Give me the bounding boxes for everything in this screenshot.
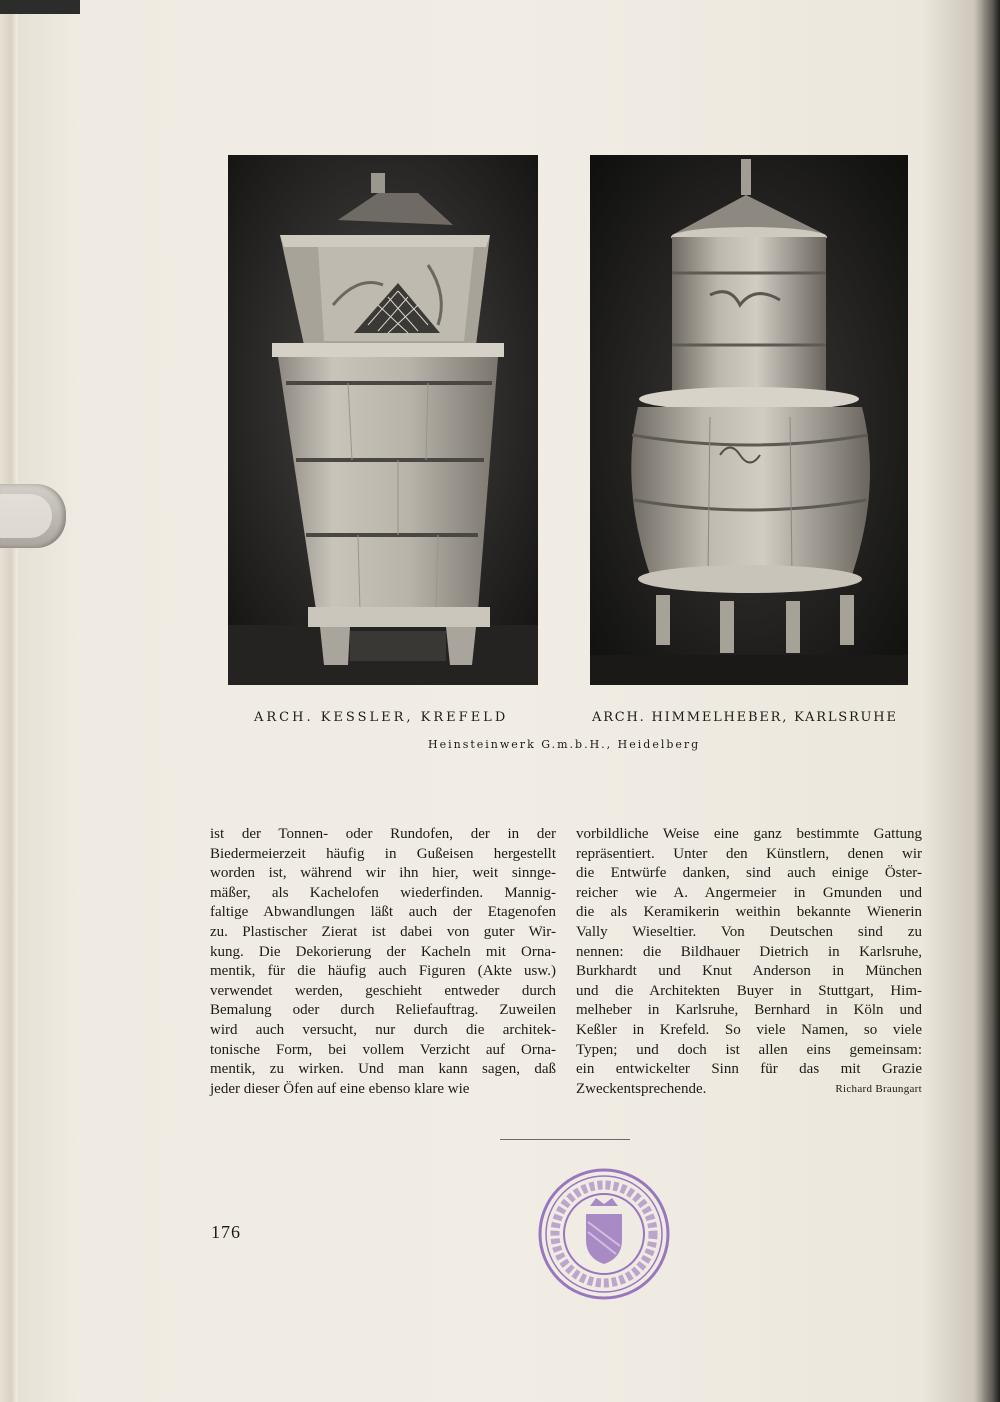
text-line: mentik, für die häufig auch Figuren (Akte usw.) (210, 963, 556, 980)
photo-stove-himmelheber (590, 155, 908, 685)
section-divider (500, 1139, 630, 1140)
text-line: zu. Plastischer Zierat ist dabei von guter Wir- (210, 923, 556, 940)
spine-shadow (974, 0, 1000, 1402)
text-line: mäßer, als Kachelofen wiederfinden. Mannig- (210, 884, 556, 901)
text-line: kung. Die Dekorierung der Kacheln mit Orna- (210, 943, 556, 960)
page-tab (0, 484, 66, 548)
text-line: Keßler in Krefeld. So viele Namen, so viele (576, 1021, 922, 1038)
right-column-last-line: Zweckentsprechende. (576, 1080, 707, 1097)
text-column-right (576, 825, 922, 1099)
caption-left-photo: ARCH. KESSLER, KREFELD (254, 710, 509, 725)
caption-right-photo: ARCH. HIMMELHEBER, KARLSRUHE (592, 710, 898, 725)
page-number: 176 (211, 1222, 241, 1242)
text-line: worden ist, während wir ihn hier, weit sinnge- (210, 865, 556, 882)
text-line: mentik, zu wirken. Und man kann sagen, daß (210, 1061, 556, 1078)
caption-maker: Heinsteinwerk G.m.b.H., Heidelberg (428, 738, 701, 751)
text-line: Biedermeierzeit häufig in Gußeisen hergestellt (210, 845, 556, 862)
text-column-left (210, 825, 556, 1099)
scan-corner-mark (0, 0, 80, 14)
photo-stove-kessler (228, 155, 538, 685)
text-line: die Entwürfe danken, sind auch einige Öster- (576, 865, 922, 882)
text-line: ist der Tonnen- oder Rundofen, der in der (210, 826, 556, 842)
stove-himmelheber-illustration (590, 155, 908, 685)
text-line: ein entwickelter Sinn für das mit Grazie (576, 1061, 922, 1078)
text-line: tonische Form, bei vollem Verzicht auf Orna- (210, 1041, 556, 1058)
text-line: faltige Abwandlungen läßt auch der Etagenofen (210, 904, 556, 921)
text-line: verwendet werden, geschieht entweder durch (210, 982, 556, 999)
text-line: reicher wie A. Angermeier in Gmunden und (576, 884, 922, 901)
right-column-last-row (576, 1080, 922, 1100)
text-line: repräsentiert. Unter den Künstlern, denen wir (576, 845, 922, 862)
text-line: melheber in Karlsruhe, Bernhard in Köln und (576, 1002, 922, 1019)
text-line: und die Architekten Buyer in Stuttgart, Him- (576, 982, 922, 999)
text-line: Bemalung oder durch Reliefauftrag. Zuweilen (210, 1002, 556, 1019)
text-line: Vally Wieseltier. Von Deutschen sind zu (576, 923, 922, 940)
text-line: die als Keramikerin weithin bekannte Wienerin (576, 904, 922, 921)
library-stamp (536, 1166, 672, 1302)
text-line: wird auch versucht, nur durch die architek- (210, 1021, 556, 1038)
text-line: Burkhardt und Knut Anderson in München (576, 963, 922, 980)
text-line: vorbildliche Weise eine ganz bestimmte Gattung (576, 826, 922, 842)
author-signature: Richard Braungart (835, 1082, 922, 1095)
stove-kessler-illustration (228, 155, 538, 685)
text-line: Typen; und doch ist allen eins gemeinsam: (576, 1041, 922, 1058)
right-column-lines (576, 825, 922, 1080)
text-line: nennen: die Bildhauer Dietrich in Karlsruhe, (576, 943, 922, 960)
text-line: jeder dieser Öfen auf eine ebenso klare wie (210, 1080, 470, 1097)
